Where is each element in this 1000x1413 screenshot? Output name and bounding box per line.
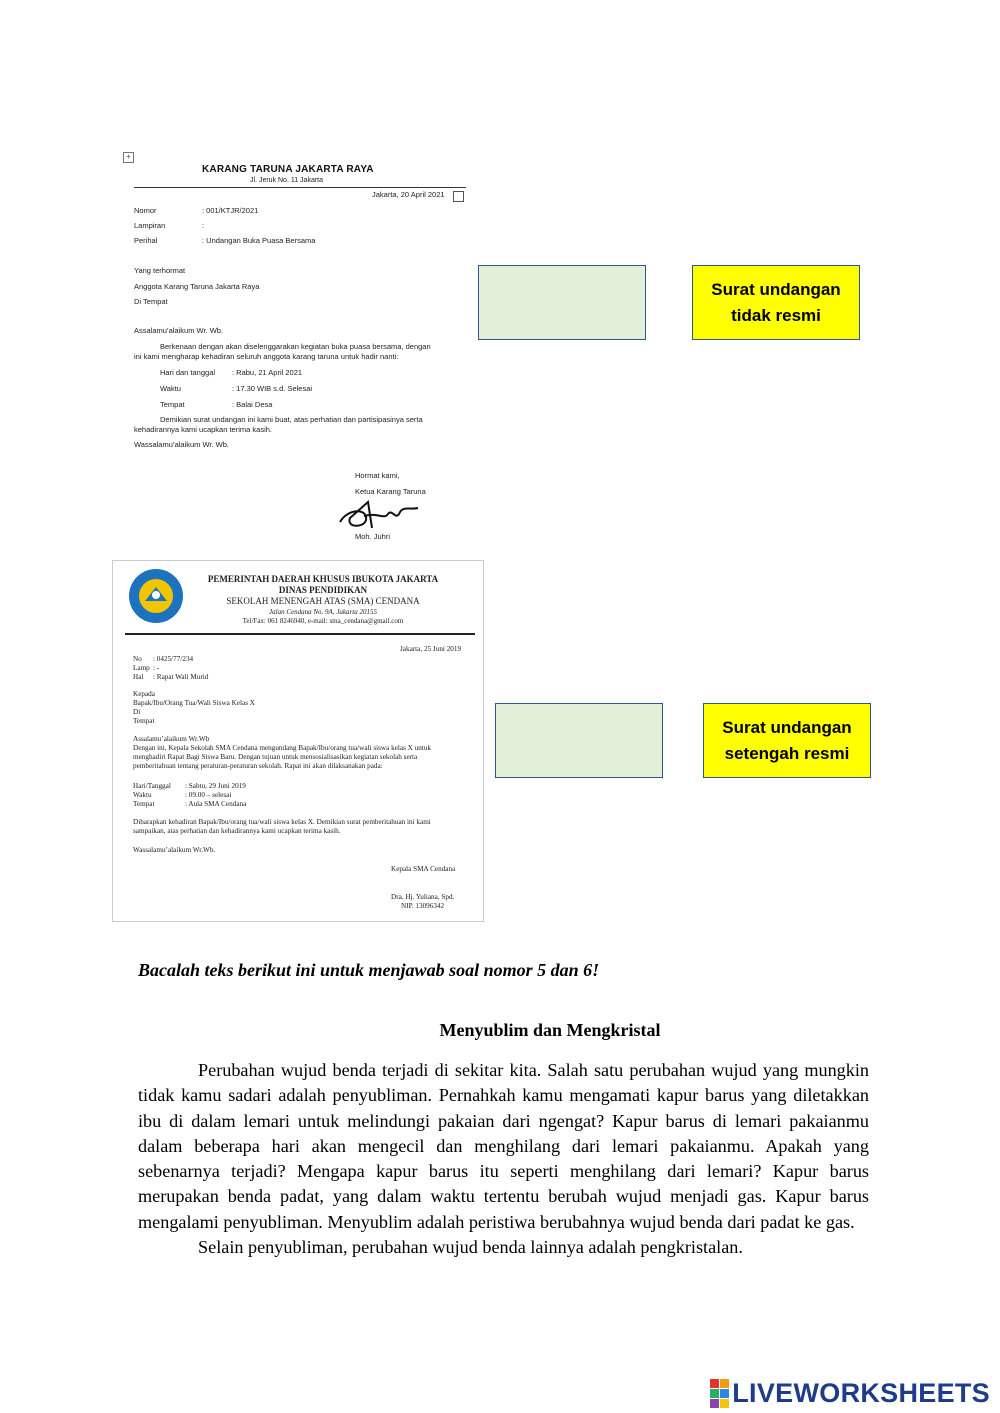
letter1-meta-row: Lampiran : — [134, 221, 205, 230]
label-line: setengah resmi — [724, 743, 850, 763]
letter1-date: Jakarta, 20 April 2021 — [372, 190, 445, 199]
letter1-recipient: Di Tempat — [134, 297, 168, 306]
answer-drop-box-1[interactable] — [478, 265, 646, 340]
letter2-sign-name: Dra. Hj. Yuliana, Spd. — [391, 893, 455, 901]
letter2-body: menghadiri Rapat Bagi Siswa Baru. Dengan tujuan untuk mensosialisasikan kegiatan sekolah serta — [133, 753, 418, 761]
letter2-meta-row: Hal : Rapat Wali Murid — [133, 673, 209, 681]
tut-wuri-handayani-logo — [129, 569, 183, 623]
letter1-meta-row: Perihal : Undangan Buka Puasa Bersama — [134, 236, 316, 245]
brand-text: LIVEWORKSHEETS — [732, 1378, 990, 1408]
letter2-header-4: Jalan Cendana No. 9A, Jakarta 20155 — [269, 608, 377, 616]
brand-blocks-icon — [710, 1379, 729, 1408]
letter2-header-2: DINAS PENDIDIKAN — [278, 585, 368, 595]
letter1-detail-row: Hari dan tanggal : Rabu, 21 April 2021 — [160, 368, 303, 377]
label-semiformal-invitation[interactable] — [703, 703, 871, 778]
letter-semiformal-invitation — [112, 560, 484, 922]
letter2-greeting: Assalamu’alaikum Wr.Wb — [133, 735, 210, 743]
letter2-recipient: Bapak/Ibu/Orang Tua/Wali Siswa Kelas X — [133, 699, 255, 707]
letter1-recipient: Yang terhormat — [134, 266, 186, 275]
label-informal-invitation[interactable] — [692, 265, 860, 340]
letter2-divider — [125, 633, 475, 635]
letter2-recipient: Di — [133, 708, 141, 716]
letter1-sign-regards: Hormat kami, — [355, 471, 400, 480]
reading-body — [138, 1058, 869, 1260]
letter2-body: pemberitahuan tentang peraturan-peraturan sekolah. Rapat ini akan dilaksanakan pada: — [133, 762, 383, 770]
letter2-detail-row: Waktu : 09.00 – selesai — [133, 791, 232, 799]
letter1-closing: kehadirannya kami ucapkan terima kasih. — [134, 425, 272, 434]
letter1-greeting: Assalamu’alaikum Wr. Wb. — [134, 326, 224, 335]
letter1-body: ini kami mengharap kehadiran seluruh anggota karang taruna untuk hadir nanti: — [134, 352, 399, 361]
reading-paragraph: Selain penyubliman, perubahan wujud benda lainnya adalah pengkristalan. — [198, 1237, 743, 1258]
letter1-detail-row: Waktu : 17.30 WIB s.d. Selesai — [160, 384, 313, 393]
letter1-org: KARANG TARUNA JAKARTA RAYA — [202, 164, 374, 175]
reading-paragraph: Perubahan wujud benda terjadi di sekitar kita. Salah satu perubahan wujud yang mungkin tidak kamu sadari adalah penyubliman. Pernahkah kamu mengamati kapur barus yang diletakkan ibu di dalam lemari untuk melindungi pakaian dari ngengat? Kapur barus di lemari pakaianmu dalam beberapa hari akan mengecil dan menghilang dari lemari pakaianmu. Apakah yang sebenarnya terjadi? Mengapa kapur barus itu seperti menghilang dari lemari? Kapur barus merupakan benda padat, yang dalam waktu tertentu berubah wujud menjadi gas. Kapur barus mengalami penyubliman. Menyublim adalah peristiwa berubahnya wujud benda dari padat ke gas. — [138, 1060, 869, 1232]
letter2-detail-row: Hari/Tanggal : Sabtu, 29 Juni 2019 — [133, 782, 246, 790]
move-handle-icon: + — [123, 152, 134, 163]
letter1-farewell: Wassalamu’alaikum Wr. Wb. — [134, 440, 230, 449]
signature-icon — [338, 498, 428, 534]
letter1-recipient: Anggota Karang Taruna Jakarta Raya — [134, 282, 260, 291]
letter2-closing: Diharapkan kehadiran Bapak/Ibu/orang tua/wali siswa kelas X. Demikian surat pemberitahuan ini kami — [133, 818, 431, 826]
liveworksheets-logo — [710, 1378, 990, 1409]
letter2-recipient: Kepada — [133, 690, 155, 698]
letter1-sign-name: Moh. Juhri — [355, 532, 391, 541]
letter2-sign-title: Kepala SMA Cendana — [391, 865, 456, 873]
letter1-sign-title: Ketua Karang Taruna — [355, 487, 426, 496]
letter2-closing: sampaikan, atas perhatian dan kehadirannya kami ucapkan terima kasih. — [133, 827, 341, 835]
letter2-recipient: Tempat — [133, 717, 155, 725]
label-line: Surat undangan — [711, 279, 841, 299]
letter2-header-1: PEMERINTAH DAERAH KHUSUS IBUKOTA JAKARTA — [207, 574, 439, 584]
answer-drop-box-2[interactable] — [495, 703, 663, 778]
letter1-closing: Demikian surat undangan ini kami buat, atas perhatian dan partisipasinya serta — [160, 415, 423, 424]
reading-title: Menyublim dan Mengkristal — [439, 1020, 661, 1040]
letter1-detail-row: Tempat : Balai Desa — [160, 400, 273, 409]
letter1-address: Jl. Jeruk No. 11 Jakarta — [250, 177, 324, 184]
letter1-divider — [134, 187, 466, 188]
letter2-sign-nip: NIP. 13096342 — [401, 902, 445, 910]
label-line: tidak resmi — [731, 305, 821, 325]
checkbox-icon — [453, 191, 464, 202]
letter2-date: Jakarta, 25 Juni 2019 — [400, 645, 462, 653]
letter2-body: Dengan ini, Kepala Sekolah SMA Cendana mengundang Bapak/Ibu/orang tua/wali siswa kelas X untuk — [133, 744, 432, 752]
letter2-meta-row: No : 0425/77/234 — [133, 655, 194, 663]
letter2-meta-row: Lamp : - — [133, 664, 160, 672]
letter2-farewell: Wassalamu’alaikum Wr.Wb. — [133, 846, 216, 854]
letter2-detail-row: Tempat : Aula SMA Cendana — [133, 800, 247, 808]
label-line: Surat undangan — [722, 717, 852, 737]
letter2-header-3: SEKOLAH MENENGAH ATAS (SMA) CENDANA — [226, 596, 420, 606]
letter1-body: Berkenaan dengan akan diselenggarakan kegiatan buka puasa bersama, dengan — [160, 342, 431, 351]
reading-instruction: Bacalah teks berikut ini untuk menjawab soal nomor 5 dan 6! — [138, 960, 600, 980]
letter-informal-invitation — [120, 148, 470, 548]
letter2-header-5: Tel/Fax: 061 8246940, e-mail: sma_cendana@gmail.com — [242, 617, 404, 625]
letter1-meta-row: Nomor : 001/KTJR/2021 — [134, 206, 259, 215]
